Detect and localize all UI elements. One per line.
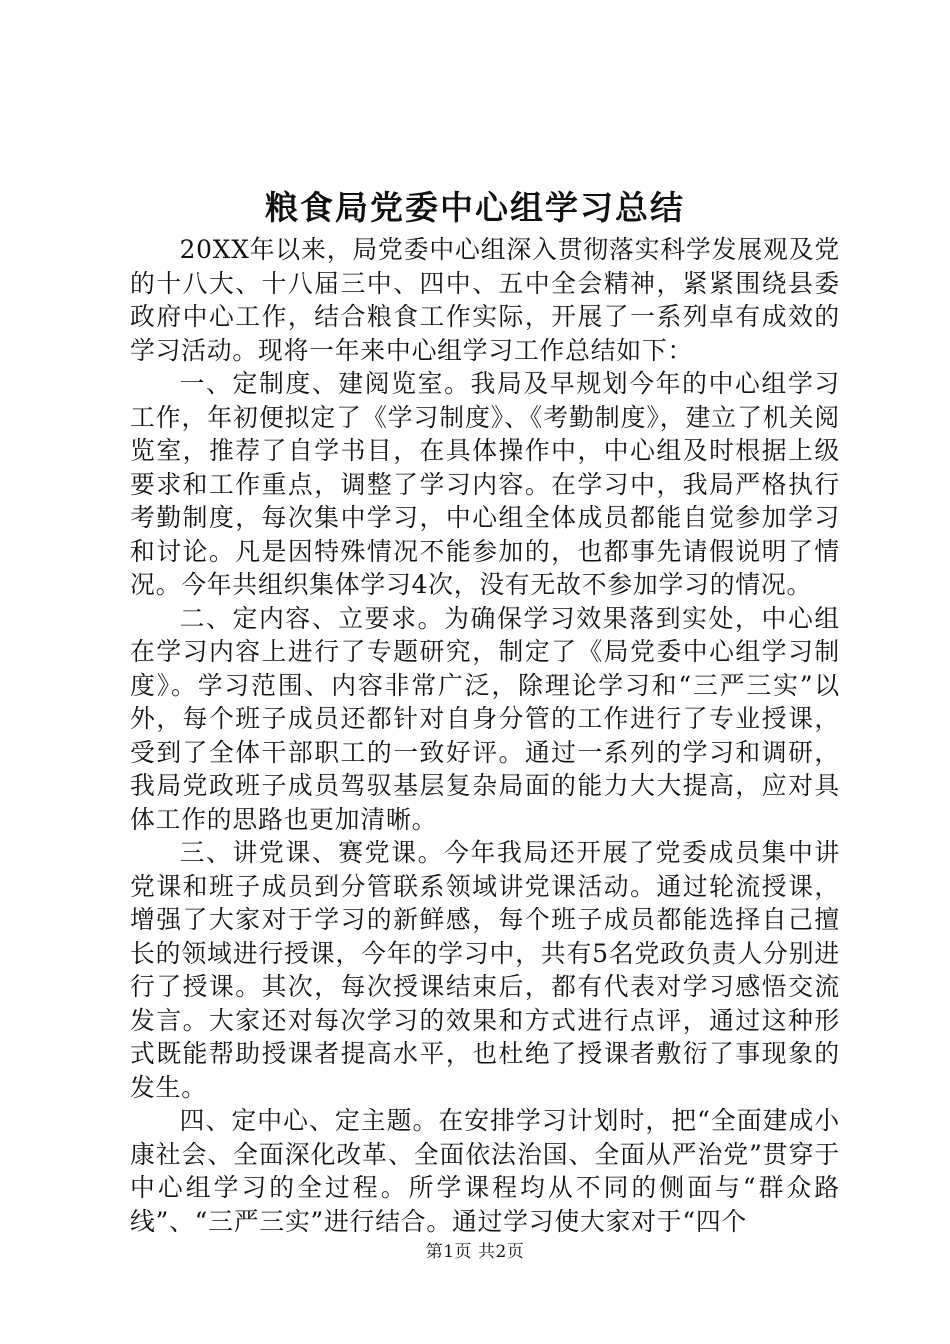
paragraph-section-4: 四、定中心、定主题。在安排学习计划时，把“全面建成小康社会、全面深化改革、全面依法治国、全面从严治党”贯穿于中心组学习的全过程。所学课程均从不同的侧面与“群众路线”、“三严三实”进行结合。通过学习使大家对于“四个 [130, 1106, 840, 1236]
paragraph-intro: 20XX年以来，局党委中心组深入贯彻落实科学发展观及党的十八大、十八届三中、四中、五中全会精神，紧紧围绕县委政府中心工作，结合粮食工作实际，开展了一系列卓有成效的学习活动。现将一年来中心组学习工作总结如下： [130, 235, 840, 365]
document-title: 粮食局党委中心组学习总结 [265, 188, 685, 227]
page-number-footer: 第1页 共2页 [425, 1242, 525, 1262]
paragraph-section-2: 二、定内容、立要求。为确保学习效果落到实处，中心组在学习内容上进行了专题研究，制定了《局党委中心组学习制度》。学习范围、内容非常广泛，除理论学习和“三严三实”以外，每个班子成员还都针对自身分管的工作进行了专业授课，受到了全体干部职工的一致好评。通过一系列的学习和调研，我局党政班子成员驾驭基层复杂局面的能力大大提高，应对具体工作的思路也更加清晰。 [130, 603, 840, 834]
document-body [130, 233, 840, 1238]
paragraph-section-1: 一、定制度、建阅览室。我局及早规划今年的中心组学习工作，年初便拟定了《学习制度》、《考勤制度》，建立了机关阅览室，推荐了自学书目，在具体操作中，中心组及时根据上级要求和工作重点，调整了学习内容。在学习中，我局严格执行考勤制度，每次集中学习，中心组全体成员都能自觉参加学习和讨论。凡是因特殊情况不能参加的，也都事先请假说明了情况。今年共组织集体学习4次，没有无故不参加学习的情况。 [130, 369, 840, 599]
paragraph-section-3: 三、讲党课、赛党课。今年我局还开展了党委成员集中讲党课和班子成员到分管联系领域讲党课活动。通过轮流授课，增强了大家对于学习的新鲜感，每个班子成员都能选择自己擅长的领域进行授课，今年的学习中，共有5名党政负责人分别进行了授课。其次，每次授课结束后，都有代表对学习感悟交流发言。大家还对每次学习的效果和方式进行点评，通过这种形式既能帮助授课者提高水平，也杜绝了授课者敷衍了事现象的发生。 [130, 838, 840, 1102]
